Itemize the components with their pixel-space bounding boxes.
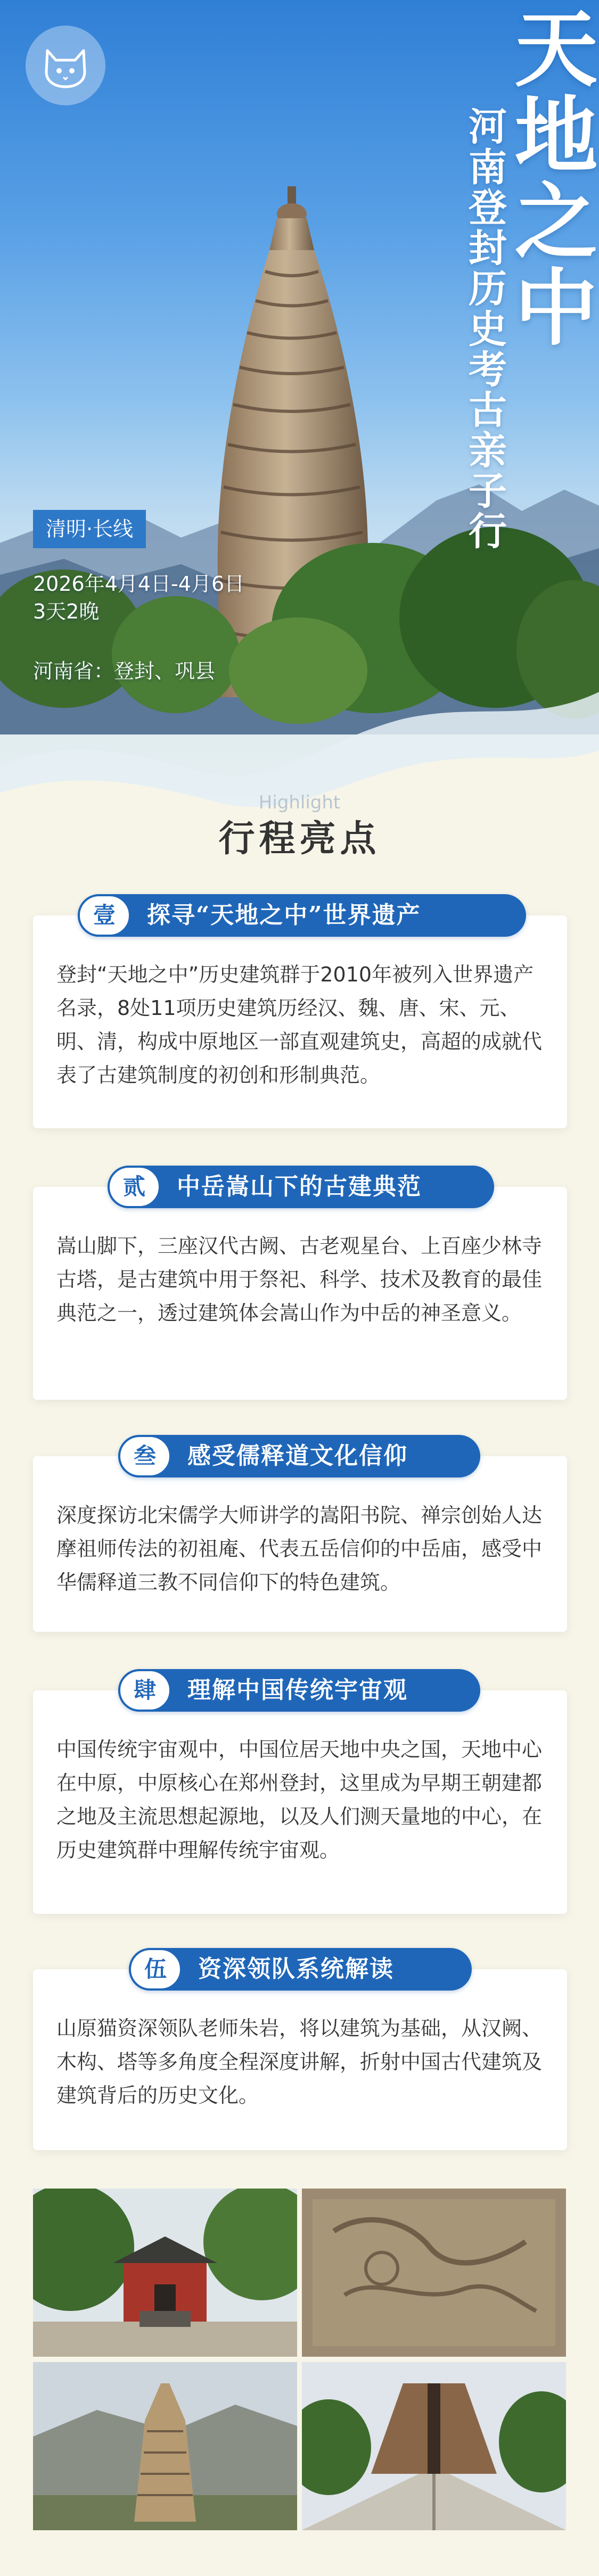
card-number: 肆 — [118, 1669, 171, 1712]
highlight-card-4 — [33, 1677, 567, 1914]
card-header — [108, 1166, 494, 1208]
sub-title: 河南登封历史考古亲子行 — [462, 106, 507, 551]
trip-tag: 清明·长线 — [33, 510, 146, 548]
highlight-card-3 — [33, 1442, 567, 1632]
stone-relief-photo — [302, 2189, 566, 2357]
card-number: 叁 — [118, 1435, 171, 1477]
trip-location: 河南省：登封、巩县 — [33, 659, 216, 683]
highlight-card-2 — [33, 1173, 567, 1400]
card-header — [118, 1435, 480, 1477]
card-body: 嵩山脚下，三座汉代古阙、古老观星台、上百座少林寺古塔，是古建筑中用于祭祀、科学、技术及教育的最佳典范之一，透过建筑体会嵩山作为中岳的神圣意义。 — [56, 1234, 543, 1325]
observatory-photo — [302, 2362, 566, 2530]
card-header — [118, 1669, 480, 1712]
card-title: 中岳嵩山下的古建典范 — [177, 1173, 422, 1200]
temple-courtyard-photo — [33, 2189, 297, 2357]
cat-face-icon — [40, 40, 91, 91]
card-header — [129, 1948, 472, 1991]
trip-date: 2026年4月4日-4月6日 — [33, 572, 245, 596]
highlight-en-label: Highlight — [258, 792, 341, 813]
card-body: 山原猫资深领队老师朱岩，将以建筑为基础，从汉阙、木构、塔等多角度全程深度讲解，折射中国古代建筑及建筑背后的历史文化。 — [56, 2017, 543, 2107]
card-title: 资深领队系统解读 — [198, 1955, 394, 1983]
card-number: 贰 — [108, 1166, 161, 1208]
card-body: 深度探访北宋儒学大师讲学的嵩阳书院、禅宗创始人达摩祖师传法的初祖庵、代表五岳信仰的中岳庙，感受中华儒释道三教不同信仰下的特色建筑。 — [56, 1504, 543, 1594]
highlight-title: 行程亮点 — [218, 818, 381, 860]
card-title: 感受儒释道文化信仰 — [187, 1442, 408, 1469]
card-body: 登封“天地之中”历史建筑群于2010年被列入世界遗产名录，8处11项历史建筑历经汉、魏、唐、宋、元、明、清，构成中原地区一部直观建筑史，高超的成就代表了古建筑制度的初创和形制典范。 — [56, 963, 543, 1087]
card-body: 中国传统宇宙观中，中国位居天地中央之国，天地中心在中原，中原核心在郑州登封，这里成为早期王朝建都之地及主流思想起源地，以及人们测天量地的中心，在历史建筑群中理解传统宇宙观。 — [56, 1738, 543, 1862]
card-header — [78, 894, 526, 937]
brand-logo — [26, 26, 105, 105]
trip-duration: 3天2晚 — [33, 600, 100, 623]
main-title: 天地之中 — [500, 5, 597, 350]
pagoda-photo — [33, 2362, 297, 2530]
card-title: 探寻“天地之中”世界遗产 — [147, 902, 421, 929]
card-number: 伍 — [129, 1948, 182, 1991]
card-number: 壹 — [78, 894, 131, 937]
card-title: 理解中国传统宇宙观 — [187, 1677, 408, 1704]
highlight-card-5 — [33, 1955, 567, 2150]
highlight-card-1 — [33, 902, 567, 1128]
